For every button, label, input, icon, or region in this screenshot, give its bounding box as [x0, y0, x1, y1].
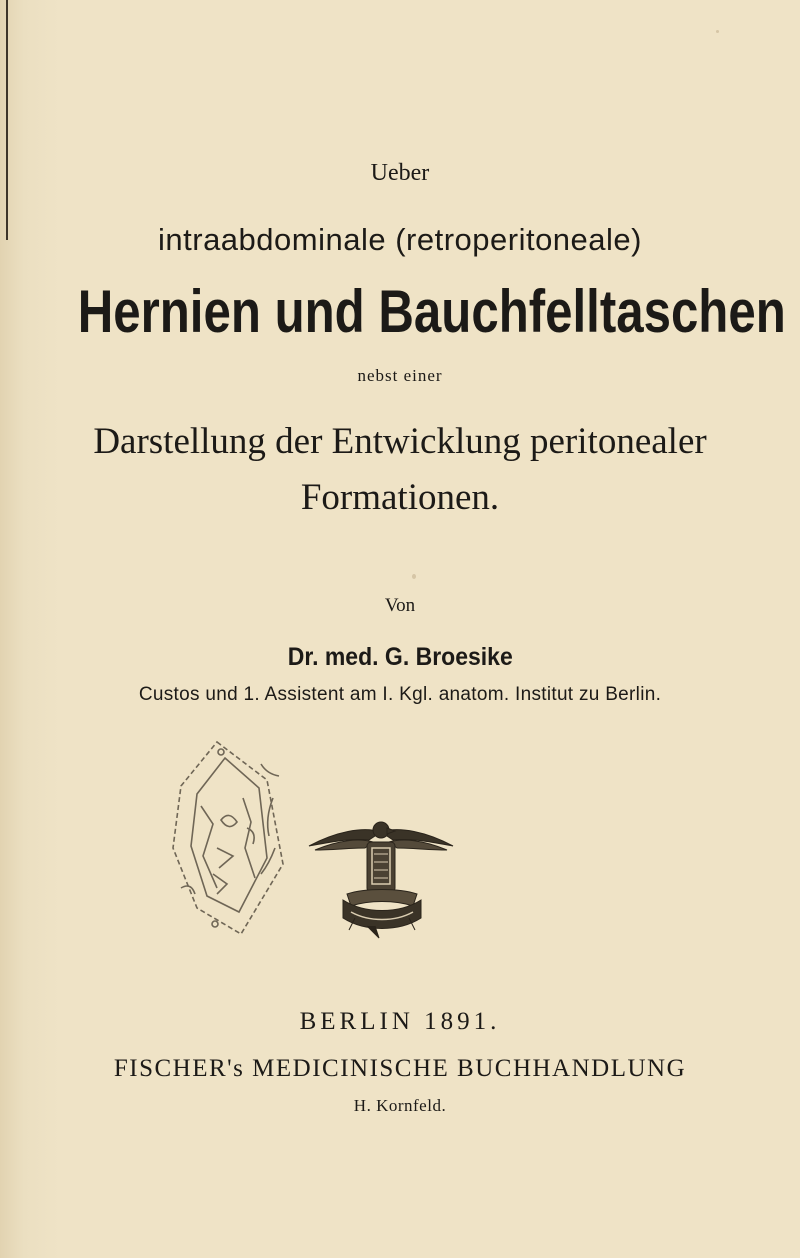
binding-edge-line	[6, 0, 8, 240]
imprint-city-year: BERLIN 1891.	[299, 1008, 501, 1035]
imprint-publisher: FISCHER's MEDICINISCHE BUCHHANDLUNG	[113, 1055, 687, 1082]
main-title	[0, 272, 800, 352]
pre-title: Ueber	[370, 160, 430, 186]
connector-text: nebst einer	[357, 366, 443, 385]
subtitle: intraabdominale (retroperitoneale)	[158, 222, 642, 257]
paper-spot	[412, 574, 416, 579]
monogram-shield-icon	[173, 742, 283, 934]
eagle-emblem-icon	[309, 822, 453, 938]
imprint-owner: H. Kornfeld.	[353, 1096, 447, 1115]
by-label: Von	[384, 595, 416, 616]
description-line-2: Formationen.	[300, 477, 500, 518]
paper-spot	[716, 30, 719, 33]
publisher-emblem-icon	[155, 728, 475, 950]
author-name-text: Dr. med. G. Broesike	[287, 643, 513, 671]
author-position: Custos und 1. Assistent am I. Kgl. anatom. Institut zu Berlin.	[138, 684, 662, 705]
description-line-1: Darstellung der Entwicklung peritonealer	[93, 421, 707, 462]
main-title-text: Hernien und Bauchfelltaschen	[77, 278, 786, 345]
emblem-svg	[155, 728, 475, 950]
author-name	[0, 643, 800, 672]
